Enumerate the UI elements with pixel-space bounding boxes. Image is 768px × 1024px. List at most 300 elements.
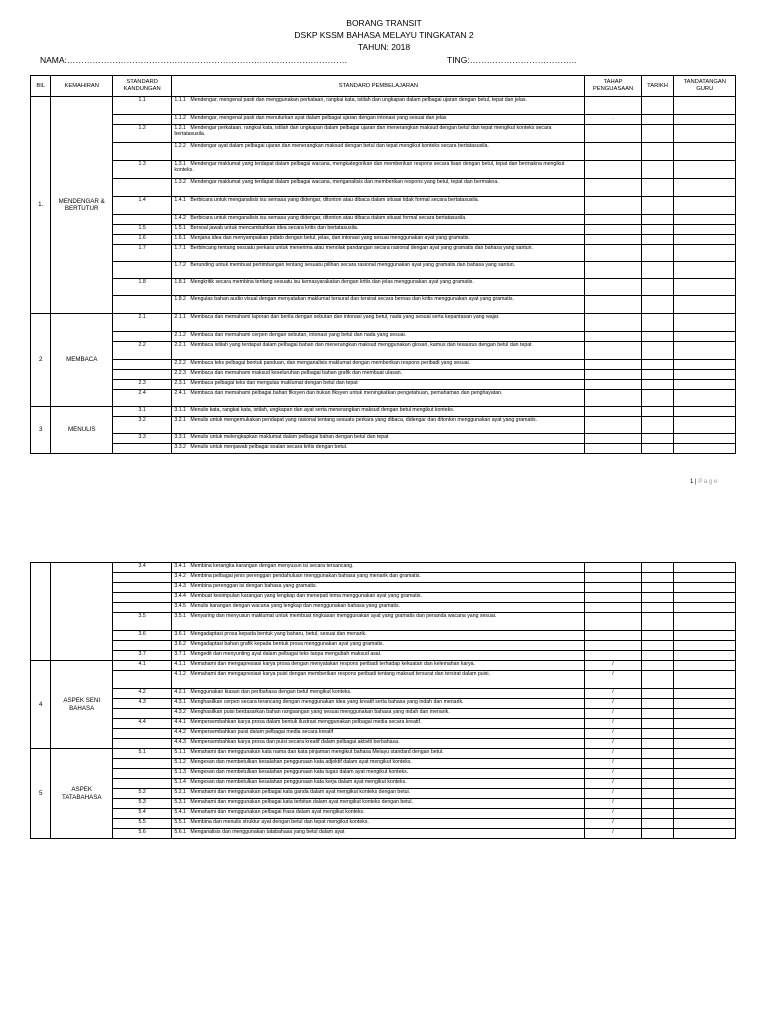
tahap-penguasaan-cell[interactable]: /	[585, 661, 641, 671]
tandatangan-cell[interactable]	[674, 719, 736, 729]
table-row	[31, 279, 736, 296]
tandatangan-cell[interactable]	[674, 161, 736, 179]
tandatangan-cell[interactable]	[674, 197, 736, 215]
standard-kandungan-cell: 1.3	[112, 161, 171, 179]
standard-pembelajaran-cell	[172, 749, 585, 759]
standard-kandungan-cell	[112, 641, 171, 651]
kemahiran-cell: MEMBACA	[51, 314, 112, 407]
tandatangan-cell[interactable]	[674, 370, 736, 380]
tarikh-cell[interactable]	[641, 179, 674, 197]
standard-kandungan-cell: 3.1	[112, 407, 171, 417]
tahap-penguasaan-cell[interactable]: /	[585, 759, 641, 769]
standard-kandungan-cell: 3.4	[112, 563, 171, 573]
sp-code: 3.4.5	[174, 603, 186, 609]
table-row	[31, 769, 736, 779]
standard-kandungan-cell: 5.1	[112, 749, 171, 759]
tahap-penguasaan-cell[interactable]: /	[585, 779, 641, 789]
tarikh-cell[interactable]	[641, 651, 674, 661]
tandatangan-cell[interactable]	[674, 407, 736, 417]
tahap-penguasaan-cell[interactable]	[585, 342, 641, 360]
tarikh-cell[interactable]	[641, 245, 674, 262]
tandatangan-cell[interactable]	[674, 179, 736, 197]
standard-kandungan-cell: 1.1	[112, 97, 171, 115]
tahap-penguasaan-cell[interactable]	[585, 573, 641, 583]
standard-pembelajaran-cell	[172, 279, 585, 296]
standard-pembelajaran-cell	[172, 573, 585, 583]
standard-pembelajaran-cell	[172, 671, 585, 689]
tahap-penguasaan-cell[interactable]: /	[585, 689, 641, 699]
tahap-penguasaan-cell[interactable]	[585, 197, 641, 215]
sp-code: 5.1.4	[174, 779, 186, 785]
sp-code: 5.1.2	[174, 759, 186, 765]
tahap-penguasaan-cell[interactable]	[585, 279, 641, 296]
standard-pembelajaran-cell	[172, 342, 585, 360]
tarikh-cell[interactable]	[641, 749, 674, 759]
tandatangan-cell[interactable]	[674, 729, 736, 739]
standard-kandungan-cell	[112, 370, 171, 380]
standard-pembelajaran-cell	[172, 262, 585, 279]
tandatangan-cell[interactable]	[674, 360, 736, 370]
tarikh-cell[interactable]	[641, 161, 674, 179]
sp-text: Membina pelbagai jenis perenggan pendahuluan menggunakan bahasa yang menarik dan gramatis.	[190, 573, 421, 579]
tarikh-cell[interactable]	[641, 115, 674, 125]
tarikh-cell[interactable]	[641, 631, 674, 641]
tandatangan-cell[interactable]	[674, 262, 736, 279]
sp-text: Mengesan dan membetulkan kesalahan penggunaan kata adjektif dalam ayat mengikut konteks.	[190, 759, 412, 765]
sp-text: Mengesan dan membetulkan kesalahan penggunaan kata kerja dalam ayat mengikut konteks.	[190, 779, 407, 785]
tandatangan-cell[interactable]	[674, 125, 736, 143]
sp-code: 1.1.2	[174, 115, 186, 121]
sp-text: Mengedit dan menyunting ayat dalam pelbagai teks tanpa mengubah maksud asal.	[190, 651, 382, 657]
tandatangan-cell[interactable]	[674, 799, 736, 809]
tahap-penguasaan-cell[interactable]	[585, 332, 641, 342]
col-standard-kandungan: STANDARD KANDUNGAN	[112, 76, 171, 97]
tandatangan-cell[interactable]	[674, 829, 736, 839]
standard-kandungan-cell	[112, 332, 171, 342]
tandatangan-cell[interactable]	[674, 235, 736, 245]
sp-code: 1.2.2	[174, 143, 186, 149]
col-tandatangan-guru: TANDATANGAN GURU	[674, 76, 736, 97]
tandatangan-cell[interactable]	[674, 661, 736, 671]
tandatangan-cell[interactable]	[674, 699, 736, 709]
tahap-penguasaan-cell[interactable]: /	[585, 819, 641, 829]
tarikh-cell[interactable]	[641, 809, 674, 819]
tandatangan-cell[interactable]	[674, 779, 736, 789]
standard-pembelajaran-cell	[172, 245, 585, 262]
tarikh-cell[interactable]	[641, 434, 674, 444]
table-row	[31, 819, 736, 829]
tandatangan-cell[interactable]	[674, 593, 736, 603]
tandatangan-cell[interactable]	[674, 417, 736, 434]
standard-pembelajaran-cell	[172, 829, 585, 839]
standard-pembelajaran-cell	[172, 161, 585, 179]
col-bil: BIL	[31, 76, 51, 97]
tahap-penguasaan-cell[interactable]	[585, 97, 641, 115]
sp-text: Memahami dan menggunakan kata nama dan kata pinjaman mengikut bahasa Melayu standard dengan betul.	[190, 749, 444, 755]
table-row	[31, 360, 736, 370]
sp-text: Menulis karangan dengan wacana yang lengkap dan menggunakan bahasa yang gramatis.	[190, 603, 401, 609]
standard-pembelajaran-cell	[172, 661, 585, 671]
sp-code: 3.6.2	[174, 641, 186, 647]
tarikh-cell[interactable]	[641, 613, 674, 631]
tarikh-cell[interactable]	[641, 603, 674, 613]
table-row	[31, 390, 736, 407]
tahap-penguasaan-cell[interactable]	[585, 245, 641, 262]
tarikh-cell[interactable]	[641, 296, 674, 314]
tarikh-cell[interactable]	[641, 390, 674, 407]
tandatangan-cell[interactable]	[674, 789, 736, 799]
table-row	[31, 296, 736, 314]
sp-code: 1.8.2	[174, 296, 186, 302]
standard-kandungan-cell	[112, 444, 171, 454]
sp-text: Membina dan menulis struktur ayat dengan betul dan tepat mengikut konteks.	[190, 819, 369, 825]
tarikh-cell[interactable]	[641, 444, 674, 454]
tandatangan-cell[interactable]	[674, 641, 736, 651]
standard-kandungan-cell: 4.3	[112, 699, 171, 709]
tarikh-cell[interactable]	[641, 235, 674, 245]
standard-pembelajaran-cell	[172, 583, 585, 593]
standard-kandungan-cell	[112, 709, 171, 719]
tahap-penguasaan-cell[interactable]	[585, 444, 641, 454]
tahap-penguasaan-cell[interactable]	[585, 407, 641, 417]
standard-pembelajaran-cell	[172, 779, 585, 789]
kemahiran-cell	[51, 563, 112, 661]
tandatangan-cell[interactable]	[674, 143, 736, 161]
table-row	[31, 161, 736, 179]
tandatangan-cell[interactable]	[674, 245, 736, 262]
sp-code: 3.5.1	[174, 613, 186, 619]
transit-table-page2	[30, 562, 736, 839]
tarikh-cell[interactable]	[641, 689, 674, 699]
tahap-penguasaan-cell[interactable]	[585, 613, 641, 631]
tandatangan-cell[interactable]	[674, 631, 736, 641]
kemahiran-cell: MENULIS	[51, 407, 112, 454]
standard-kandungan-cell	[112, 593, 171, 603]
tandatangan-cell[interactable]	[674, 115, 736, 125]
standard-pembelajaran-cell	[172, 593, 585, 603]
sp-code: 3.3.1	[174, 434, 186, 440]
standard-pembelajaran-cell	[172, 699, 585, 709]
sp-text: Menggunakan kiasan dan peribahasa dengan betul mengikut konteks.	[190, 689, 352, 695]
standard-pembelajaran-cell	[172, 819, 585, 829]
sp-code: 3.4.3	[174, 583, 186, 589]
sp-text: Menyaring dan menyusun maklumat untuk membuat ringkasan menggunakan ayat yang gramatis dan penanda wacana yang sesuai.	[190, 613, 497, 619]
sp-code: 5.2.1	[174, 789, 186, 795]
tarikh-cell[interactable]	[641, 370, 674, 380]
table-row	[31, 779, 736, 789]
page-number	[690, 479, 717, 485]
tandatangan-cell[interactable]	[674, 709, 736, 719]
tandatangan-cell[interactable]	[674, 769, 736, 779]
sp-code: 1.6.1	[174, 235, 186, 241]
table-row	[31, 235, 736, 245]
tahap-penguasaan-cell[interactable]	[585, 563, 641, 573]
tandatangan-cell[interactable]	[674, 444, 736, 454]
tarikh-cell[interactable]	[641, 699, 674, 709]
standard-kandungan-cell: 5.6	[112, 829, 171, 839]
sp-text: Berbicara untuk menganalisis isu semasa yang didengar, ditonton atau dibaca dalam situasi formal secara bertatasusila.	[190, 215, 467, 221]
tarikh-cell[interactable]	[641, 97, 674, 115]
tarikh-cell[interactable]	[641, 380, 674, 390]
form-subtitle: DSKP KSSM BAHASA MELAYU TINGKATAN 2	[294, 30, 474, 40]
tarikh-cell[interactable]	[641, 819, 674, 829]
table-row	[31, 593, 736, 603]
sp-code: 3.6.1	[174, 631, 186, 637]
tahap-penguasaan-cell[interactable]	[585, 603, 641, 613]
sp-text: Memahami dan mengapresiasi karya puisi dengan memberikan respons peribadi tentang maksud tersurat dan tersirat dalam puisi.	[190, 671, 490, 677]
tahap-penguasaan-cell[interactable]	[585, 179, 641, 197]
tandatangan-cell[interactable]	[674, 759, 736, 769]
tarikh-cell[interactable]	[641, 641, 674, 651]
transit-table-page1	[30, 75, 736, 454]
table-row	[31, 434, 736, 444]
tarikh-cell[interactable]	[641, 407, 674, 417]
table-row	[31, 749, 736, 759]
tahap-penguasaan-cell[interactable]: /	[585, 829, 641, 839]
tahap-penguasaan-cell[interactable]	[585, 143, 641, 161]
tahap-penguasaan-cell[interactable]	[585, 125, 641, 143]
tahap-penguasaan-cell[interactable]	[585, 262, 641, 279]
table-row	[31, 314, 736, 332]
tarikh-cell[interactable]	[641, 563, 674, 573]
tarikh-cell[interactable]	[641, 661, 674, 671]
tarikh-cell[interactable]	[641, 583, 674, 593]
standard-kandungan-cell: 3.2	[112, 417, 171, 434]
sp-text: Berbicara untuk menganalisis isu semasa yang didengar, ditonton atau dibaca dalam situasi tidak formal secara bertatasusila.	[190, 197, 480, 203]
tandatangan-cell[interactable]	[674, 342, 736, 360]
tandatangan-cell[interactable]	[674, 314, 736, 332]
standard-kandungan-cell: 1.2	[112, 125, 171, 143]
tahap-penguasaan-cell[interactable]	[585, 215, 641, 225]
tandatangan-cell[interactable]	[674, 603, 736, 613]
tahap-penguasaan-cell[interactable]	[585, 417, 641, 434]
tandatangan-cell[interactable]	[674, 563, 736, 573]
tahap-penguasaan-cell[interactable]	[585, 370, 641, 380]
sp-text: Memahami dan menggunakan pelbagai frasa dalam ayat mengikut konteks.	[190, 809, 365, 815]
table-row	[31, 799, 736, 809]
tandatangan-cell[interactable]	[674, 390, 736, 407]
tarikh-cell[interactable]	[641, 573, 674, 583]
tarikh-cell[interactable]	[641, 417, 674, 434]
standard-pembelajaran-cell	[172, 729, 585, 739]
standard-pembelajaran-cell	[172, 641, 585, 651]
tarikh-cell[interactable]	[641, 799, 674, 809]
table-row	[31, 719, 736, 729]
standard-kandungan-cell: 3.6	[112, 631, 171, 641]
tahap-penguasaan-cell[interactable]: /	[585, 719, 641, 729]
tarikh-cell[interactable]	[641, 262, 674, 279]
tarikh-cell[interactable]	[641, 143, 674, 161]
standard-pembelajaran-cell	[172, 115, 585, 125]
kemahiran-cell: ASPEK SENI BAHASA	[51, 661, 112, 749]
tarikh-cell[interactable]	[641, 215, 674, 225]
standard-kandungan-cell	[112, 739, 171, 749]
tandatangan-cell[interactable]	[674, 739, 736, 749]
standard-kandungan-cell: 1.7	[112, 245, 171, 262]
sp-code: 1.7.1	[174, 245, 186, 251]
tandatangan-cell[interactable]	[674, 809, 736, 819]
tahap-penguasaan-cell[interactable]	[585, 314, 641, 332]
standard-kandungan-cell	[112, 573, 171, 583]
tahap-penguasaan-cell[interactable]	[585, 390, 641, 407]
sp-text: Memahami dan menggunakan pelbagai kata terbitan dalam ayat mengikut konteks dengan betul.	[190, 799, 414, 805]
tahap-penguasaan-cell[interactable]	[585, 161, 641, 179]
tahap-penguasaan-cell[interactable]	[585, 296, 641, 314]
sp-code: 2.4.1	[174, 390, 186, 396]
standard-pembelajaran-cell	[172, 789, 585, 799]
standard-kandungan-cell	[112, 296, 171, 314]
tarikh-cell[interactable]	[641, 709, 674, 719]
sp-code: 1.1.1	[174, 97, 186, 103]
tahap-penguasaan-cell[interactable]	[585, 631, 641, 641]
sp-code: 3.3.2	[174, 444, 186, 450]
standard-pembelajaran-cell	[172, 360, 585, 370]
table-row	[31, 641, 736, 651]
tahap-penguasaan-cell[interactable]	[585, 583, 641, 593]
standard-pembelajaran-cell	[172, 603, 585, 613]
tarikh-cell[interactable]	[641, 279, 674, 296]
standard-pembelajaran-cell	[172, 444, 585, 454]
tarikh-cell[interactable]	[641, 779, 674, 789]
table-row	[31, 407, 736, 417]
sp-text: Mendengar, mengenal pasti dan menggunakan perkataan, rangkai kata, istilah dan ungkapan dalam pelbagai ujaran dengan betul, tepat dan jelas.	[190, 97, 527, 103]
tahap-penguasaan-cell[interactable]: /	[585, 789, 641, 799]
bil-cell: 3	[31, 407, 51, 454]
tandatangan-cell[interactable]	[674, 380, 736, 390]
tandatangan-cell[interactable]	[674, 671, 736, 689]
table-row	[31, 332, 736, 342]
standard-pembelajaran-cell	[172, 97, 585, 115]
tahap-penguasaan-cell[interactable]: /	[585, 709, 641, 719]
tandatangan-cell[interactable]	[674, 225, 736, 235]
tahap-penguasaan-cell[interactable]	[585, 235, 641, 245]
col-standard-pembelajaran: STANDARD PEMBELAJARAN	[172, 76, 585, 97]
table-row	[31, 671, 736, 689]
tahap-penguasaan-cell[interactable]	[585, 225, 641, 235]
tahap-penguasaan-cell[interactable]	[585, 651, 641, 661]
sp-code: 1.2.1	[174, 125, 186, 131]
tarikh-cell[interactable]	[641, 759, 674, 769]
tarikh-cell[interactable]	[641, 125, 674, 143]
tandatangan-cell[interactable]	[674, 613, 736, 631]
tahap-penguasaan-cell[interactable]	[585, 641, 641, 651]
tarikh-cell[interactable]	[641, 342, 674, 360]
sp-text: Menganalisis dan menggunakan tatabahasa yang betul dalam ayat	[190, 829, 345, 835]
sp-code: 1.5.1	[174, 225, 186, 231]
table-row	[31, 689, 736, 699]
standard-kandungan-cell	[112, 729, 171, 739]
standard-pembelajaran-cell	[172, 380, 585, 390]
tahap-penguasaan-cell[interactable]: /	[585, 769, 641, 779]
sp-code: 2.2.2	[174, 360, 186, 366]
sp-code: 4.4.1	[174, 719, 186, 725]
col-kemahiran: KEMAHIRAN	[51, 76, 112, 97]
table-row	[31, 417, 736, 434]
tandatangan-cell[interactable]	[674, 583, 736, 593]
tahap-penguasaan-cell[interactable]	[585, 434, 641, 444]
standard-pembelajaran-cell	[172, 197, 585, 215]
kemahiran-cell: ASPEK TATABAHASA	[51, 749, 112, 839]
tarikh-cell[interactable]	[641, 225, 674, 235]
table-row	[31, 729, 736, 739]
sp-text: Membuat kesimpulan karangan yang lengkap dan menepati tema menggunakan ayat yang gramatis.	[190, 593, 422, 599]
tahap-penguasaan-cell[interactable]: /	[585, 799, 641, 809]
standard-kandungan-cell	[112, 115, 171, 125]
standard-kandungan-cell	[112, 360, 171, 370]
tarikh-cell[interactable]	[641, 829, 674, 839]
sp-text: Berunding untuk membuat pertimbangan tentang sesuatu pilihan secara rasional menggunakan ayat yang gramatis dan bahasa yang santun.	[190, 262, 516, 268]
tarikh-cell[interactable]	[641, 593, 674, 603]
standard-pembelajaran-cell	[172, 215, 585, 225]
table-row	[31, 115, 736, 125]
tarikh-cell[interactable]	[641, 739, 674, 749]
tarikh-cell[interactable]	[641, 360, 674, 370]
standard-kandungan-cell: 2.3	[112, 380, 171, 390]
table-row	[31, 651, 736, 661]
tandatangan-cell[interactable]	[674, 434, 736, 444]
standard-pembelajaran-cell	[172, 407, 585, 417]
standard-pembelajaran-cell	[172, 235, 585, 245]
tandatangan-cell[interactable]	[674, 651, 736, 661]
tandatangan-cell[interactable]	[674, 279, 736, 296]
tarikh-cell[interactable]	[641, 769, 674, 779]
sp-code: 1.3.1	[174, 161, 186, 167]
tarikh-cell[interactable]	[641, 671, 674, 689]
table-row	[31, 342, 736, 360]
sp-text: Mendengar maklumat yang terdapat dalam pelbagai wacana, menganalisis dan memberikan respons yang betul, tepat dan bermakna.	[190, 179, 499, 185]
sp-text: Membaca dan memahami maksud keseluruhan pelbagai bahan grafik dan membuat ulasan.	[190, 370, 403, 376]
tahap-penguasaan-cell[interactable]: .	[585, 115, 641, 125]
tahap-penguasaan-cell[interactable]	[585, 360, 641, 370]
sp-code: 3.4.4	[174, 593, 186, 599]
tandatangan-cell[interactable]	[674, 215, 736, 225]
name-field-line: NAMA:………………………………………………………………………………………	[40, 55, 348, 65]
tandatangan-cell[interactable]	[674, 97, 736, 115]
tandatangan-cell[interactable]	[674, 689, 736, 699]
tahap-penguasaan-cell[interactable]	[585, 380, 641, 390]
table-row	[31, 583, 736, 593]
tarikh-cell[interactable]	[641, 789, 674, 799]
tarikh-cell[interactable]	[641, 729, 674, 739]
tahap-penguasaan-cell[interactable]: /	[585, 729, 641, 739]
tahap-penguasaan-cell[interactable]: /	[585, 739, 641, 749]
tahap-penguasaan-cell[interactable]: /	[585, 809, 641, 819]
tandatangan-cell[interactable]	[674, 749, 736, 759]
tandatangan-cell[interactable]	[674, 819, 736, 829]
standard-kandungan-cell: 2.4	[112, 390, 171, 407]
tahap-penguasaan-cell[interactable]	[585, 593, 641, 603]
sp-code: 3.7.1	[174, 651, 186, 657]
sp-code: 4.2.1	[174, 689, 186, 695]
tarikh-cell[interactable]	[641, 719, 674, 729]
tahap-penguasaan-cell[interactable]: /	[585, 749, 641, 759]
sp-text: Menulis untuk melengkapkan maklumat dalam pelbagai bahan dengan betul dan tepat	[190, 434, 389, 440]
tandatangan-cell[interactable]	[674, 332, 736, 342]
tarikh-cell[interactable]	[641, 332, 674, 342]
tahap-penguasaan-cell[interactable]: /	[585, 699, 641, 709]
sp-code: 5.5.1	[174, 819, 186, 825]
tandatangan-cell[interactable]	[674, 573, 736, 583]
standard-pembelajaran-cell	[172, 769, 585, 779]
standard-pembelajaran-cell	[172, 759, 585, 769]
sp-code: 5.3.1	[174, 799, 186, 805]
sp-code: 4.4.2	[174, 729, 186, 735]
tarikh-cell[interactable]	[641, 314, 674, 332]
tarikh-cell[interactable]	[641, 197, 674, 215]
tahap-penguasaan-cell[interactable]: /	[585, 671, 641, 689]
tandatangan-cell[interactable]	[674, 296, 736, 314]
class-field-line: TING:………………………………..	[447, 55, 577, 65]
